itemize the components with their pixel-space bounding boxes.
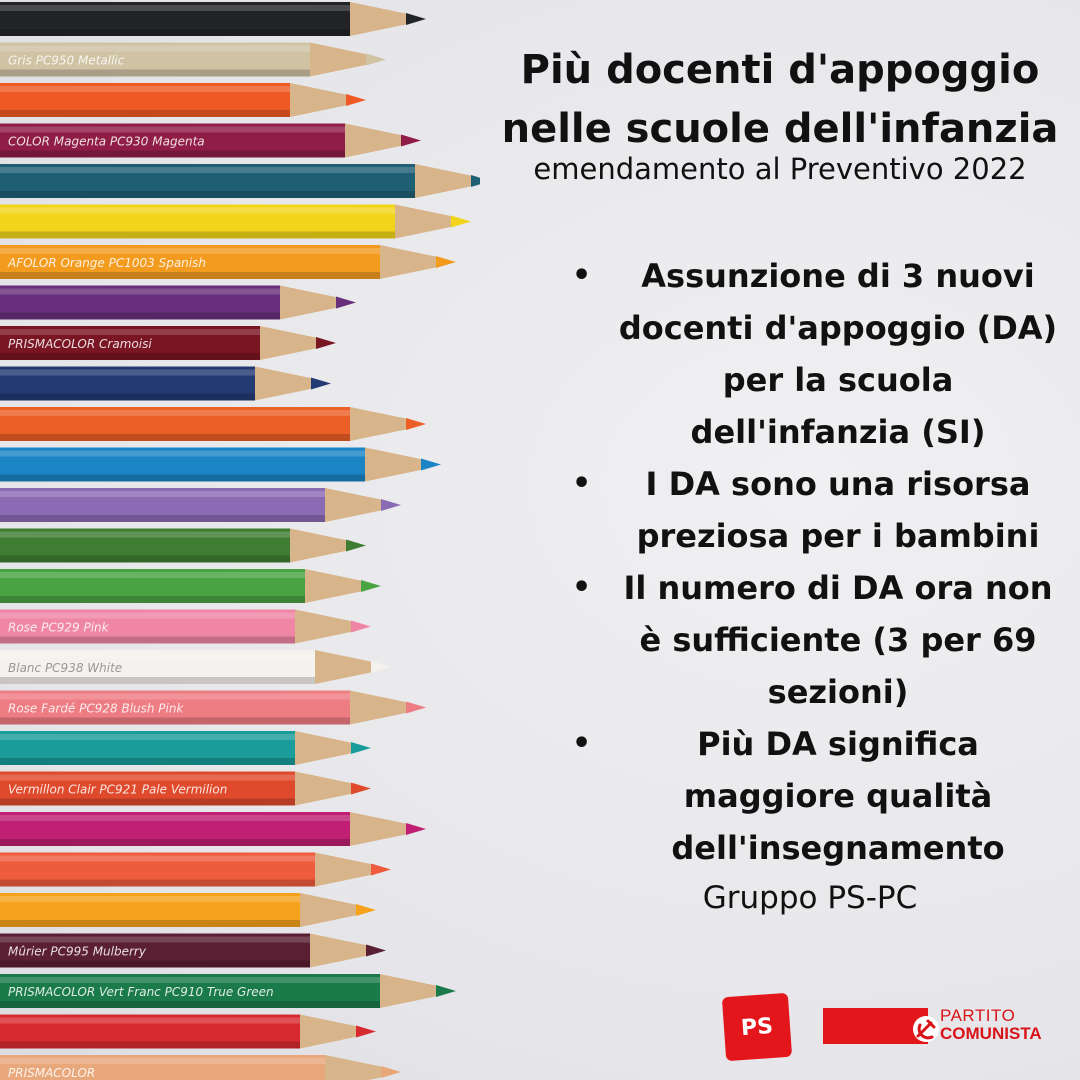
pencil-label: Blanc PC938 White	[8, 661, 123, 675]
pencil	[0, 610, 371, 644]
pencil-label: Vermillon Clair PC921 Pale Vermilion	[8, 782, 228, 797]
bullet-icon: •	[572, 570, 592, 605]
pencil	[0, 43, 386, 77]
pencil	[0, 83, 366, 117]
pencil	[0, 1055, 401, 1080]
pencil	[0, 164, 480, 198]
pencil-label: PRISMACOLOR	[8, 1066, 96, 1080]
pencil-label: COLOR Magenta PC930 Magenta	[8, 134, 205, 149]
pencil	[0, 2, 426, 36]
bullet-item	[560, 458, 1060, 562]
bullet-icon: •	[572, 466, 592, 501]
hammer-sickle-icon	[911, 1014, 941, 1044]
pencil	[0, 569, 381, 603]
pencil	[0, 367, 331, 401]
pencil	[0, 245, 456, 279]
pencil-label: Rose Fardé PC928 Blush Pink	[8, 701, 184, 716]
pencil	[0, 326, 336, 360]
pencil	[0, 812, 426, 846]
pencil-label: Gris PC950 Metallic	[8, 53, 125, 68]
bullet-item	[560, 562, 1060, 718]
bullet-item	[560, 718, 1060, 874]
pencil	[0, 691, 426, 725]
pencil	[0, 772, 371, 806]
pencil	[0, 650, 391, 684]
pencil	[0, 934, 386, 968]
title-line-2: nelle scuole dell'infanzia	[501, 106, 1059, 152]
pencil	[0, 974, 456, 1008]
pencil	[0, 529, 366, 563]
pencil-label: PRISMACOLOR Vert Franc PC910 True Green	[8, 985, 274, 999]
ps-logo	[722, 993, 792, 1061]
pc-logo-line-1: PARTITO	[940, 1006, 1016, 1025]
pencil	[0, 853, 391, 887]
signature: Gruppo PS-PC	[702, 880, 918, 916]
bullet-item	[560, 250, 1060, 458]
pencil-label: Mûrier PC995 Mulberry	[8, 944, 146, 959]
bullet-icon: •	[572, 258, 592, 293]
bullet-icon: •	[572, 726, 592, 761]
bullet-text: Il numero di DA ora non è sufficiente (3 per 69 sezioni)	[623, 569, 1053, 711]
bullet-list	[560, 250, 1060, 874]
pencil	[0, 488, 401, 522]
bullet-text: I DA sono una risorsa preziosa per i bambini	[636, 465, 1040, 555]
partito-comunista-logo	[823, 1008, 1069, 1048]
pencil	[0, 893, 376, 927]
pencil	[0, 448, 441, 482]
bullet-text: Più DA significa maggiore qualità dell'insegnamento	[671, 725, 1005, 867]
pencil	[0, 286, 356, 320]
pencil	[0, 731, 371, 765]
pc-logo-line-2: COMUNISTA	[940, 1024, 1042, 1043]
pencil	[0, 407, 426, 441]
pencil	[0, 124, 421, 158]
colored-pencils-image	[0, 0, 480, 1080]
ps-logo-text: PS	[740, 1013, 774, 1041]
bullet-text: Assunzione di 3 nuovi docenti d'appoggio (DA) per la scuola dell'infanzia (SI)	[618, 257, 1058, 451]
subtitle: emendamento al Preventivo 2022	[533, 152, 1027, 186]
pencil-label: AFOLOR Orange PC1003 Spanish	[8, 256, 206, 270]
pencil	[0, 1015, 376, 1049]
pencil-label: Rose PC929 Pink	[8, 620, 109, 635]
pencil-label: PRISMACOLOR Cramoisi	[8, 337, 152, 351]
title-line-1: Più docenti d'appoggio	[520, 47, 1040, 93]
pencil	[0, 205, 471, 239]
